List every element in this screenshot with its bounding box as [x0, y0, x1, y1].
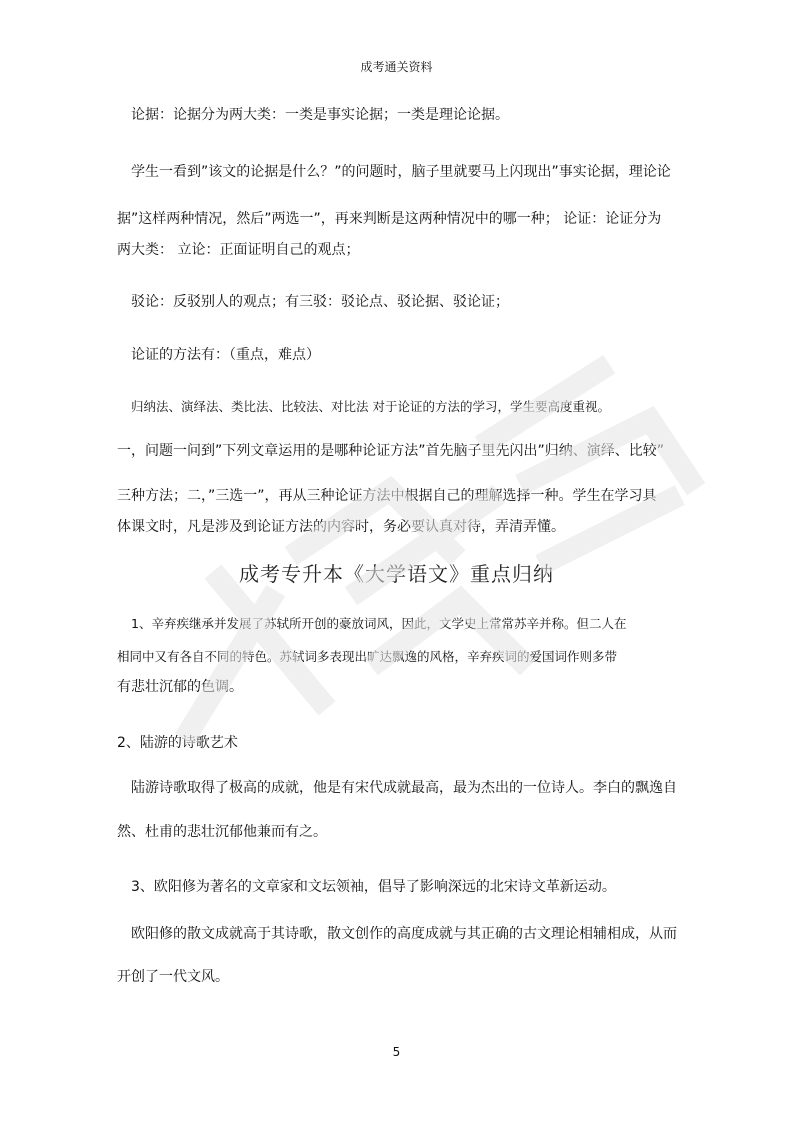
paragraph-line: 欧阳修的散文成就高于其诗歌，散文创作的高度成就与其正确的古文理论相辅相成，从而	[131, 926, 677, 942]
watermark-stroke	[550, 500, 670, 560]
paragraph-line: 据”这样两种情况，然后”两选一”，再来判断是这两种情况中的哪一种； 论证：论证分为	[117, 211, 662, 227]
paragraph-line: 3、欧阳修为著名的文章家和文坛领袖，倡导了影响深远的北宋诗文革新运动。	[131, 879, 616, 895]
paragraph-line: 论证的方法有：（重点，难点）	[131, 347, 320, 363]
paragraph-line: 相同中又有各自不同的特色。苏轼词多表现出旷达飘逸的风格，辛弃疾词的爱国词作则多带	[117, 649, 618, 664]
paragraph-line: 驳论：反驳别人的观点；有三驳：驳论点、驳论据、驳论证；	[131, 294, 509, 310]
paragraph-line: 学生一看到”该文的论据是什么？”的问题时，脑子里就要马上闪现出”事实论据，理论论	[131, 164, 671, 180]
paragraph-line: 1、辛弃疾继承并发展了苏轼所开创的豪放词风，因此，文学史上常常苏辛并称。但二人在	[131, 616, 627, 631]
paragraph-line: 开创了一代文风。	[117, 969, 229, 985]
page-number: 5	[392, 1045, 401, 1059]
paragraph-line: 三种方法；二，”三选一”，再从三种论证方法中根据自己的理解选择一种。学生在学习具	[117, 488, 657, 504]
paragraph-line: 有悲壮沉郁的色调。	[117, 679, 243, 695]
paragraph-line: 归纳法、演绎法、类比法、比较法、对比法 对于论证的方法的学习，学生要高度重视。	[131, 399, 610, 414]
paragraph-line: 两大类： 立论：正面证明自己的观点；	[117, 242, 360, 258]
paragraph-line: 一，问题一问到”下列文章运用的是哪种论证方法”首先脑子里先闪出”归纳、演绎、比较”	[117, 443, 665, 459]
paragraph-line: 体课文时，凡是涉及到论证方法的内容时，务必要认真对待，弄清弄懂。	[117, 519, 565, 535]
page-header: 成考通关资料	[360, 60, 433, 74]
paragraph-line: 然、杜甫的悲壮沉郁他兼而有之。	[117, 824, 327, 840]
section-title: 成考专升本《大学语文》重点归纳	[239, 562, 554, 586]
paragraph-line: 陆游诗歌取得了极高的成就，他是有宋代成就最高，最为杰出的一位诗人。李白的飘逸自	[131, 780, 677, 796]
paragraph-line: 2、陆游的诗歌艺术	[117, 735, 238, 751]
paragraph-line-argument-evidence: 论据：论据分为两大类：一类是事实论据；一类是理论论据。	[131, 107, 509, 123]
